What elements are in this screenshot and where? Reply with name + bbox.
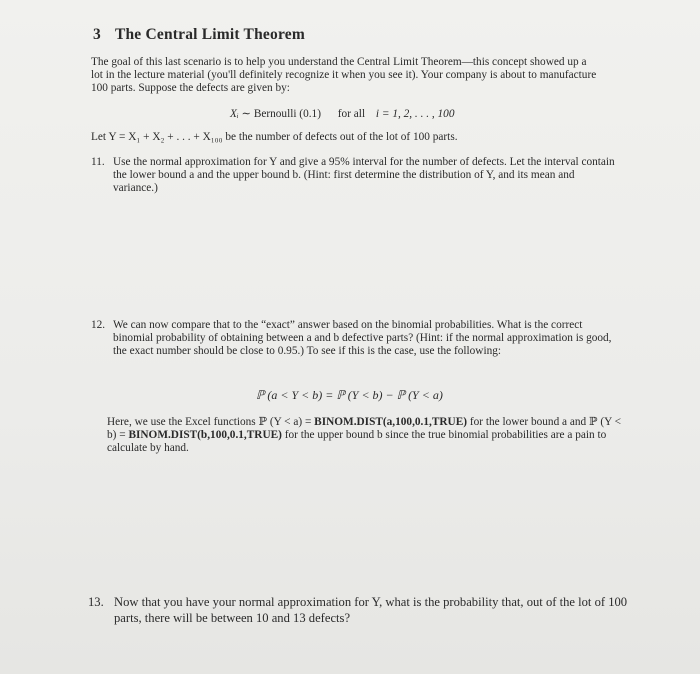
intro-paragraph: The goal of this last scenario is to help you understand the Central Limit Theorem—this concept showed up a lot in the lecture material (you'll definitely recognize it when you see it). Your company is about to manufacture 100 parts. Suppose the defects are given by:: [91, 56, 597, 94]
section-number: 3: [93, 26, 101, 43]
formula-range: i = 1, 2, . . . , 100: [375, 108, 455, 120]
question-text: Now that you have your normal approximation for Y, what is the probability that, out of the lot of 100 parts, there will be between 10 and 13 defects?: [114, 595, 628, 625]
here-text-2: for the lower bound a and ℙ (Y < b) =: [107, 416, 622, 441]
question-11: [91, 156, 616, 195]
section-heading: [93, 26, 305, 44]
binom-dist-upper: BINOM.DIST(b,100,0.1,TRUE): [128, 429, 282, 441]
let-y-definition: Let Y = X₁ + X₂ + . . . + X₁₀₀ be the number of defects out of the lot of 100 parts.: [91, 131, 458, 143]
defects-formula: [230, 107, 454, 120]
formula-for-all: for all: [337, 108, 366, 120]
formula-distribution: Bernoulli (0.1): [253, 108, 321, 120]
question-13: [88, 594, 628, 626]
question-text: Use the normal approximation for Y and give a 95% interval for the number of defects. Let the interval contain the lower bound a and the upper bound b. (Hint: first determine the distribution of Y, and its mean and variance.): [113, 156, 615, 194]
question-number: 12.: [91, 319, 106, 331]
excel-functions-paragraph: [107, 416, 622, 455]
probability-formula: ℙ (a < Y < b) = ℙ (Y < b) − ℙ (Y < a): [256, 388, 443, 402]
formula-lhs: Xᵢ ∼: [230, 108, 254, 120]
here-text-1: Here, we use the Excel functions ℙ (Y < a) =: [107, 416, 315, 428]
section-title: The Central Limit Theorem: [114, 26, 305, 43]
here-text-3: for the upper bound b since the true binomial probabilities are a pain to calculate by hand.: [107, 429, 607, 454]
question-number: 13.: [88, 595, 104, 609]
question-text: We can now compare that to the “exact” answer based on the binomial probabilities. What is the correct binomial probability of obtaining between a and b defective parts? (Hint: if the normal approximation is good, the exact number should be close to 0.95.) To see if this is the case, use the following:: [113, 319, 612, 357]
binom-dist-lower: BINOM.DIST(a,100,0.1,TRUE): [314, 416, 467, 428]
question-12: [91, 319, 616, 358]
question-number: 11.: [91, 156, 105, 168]
